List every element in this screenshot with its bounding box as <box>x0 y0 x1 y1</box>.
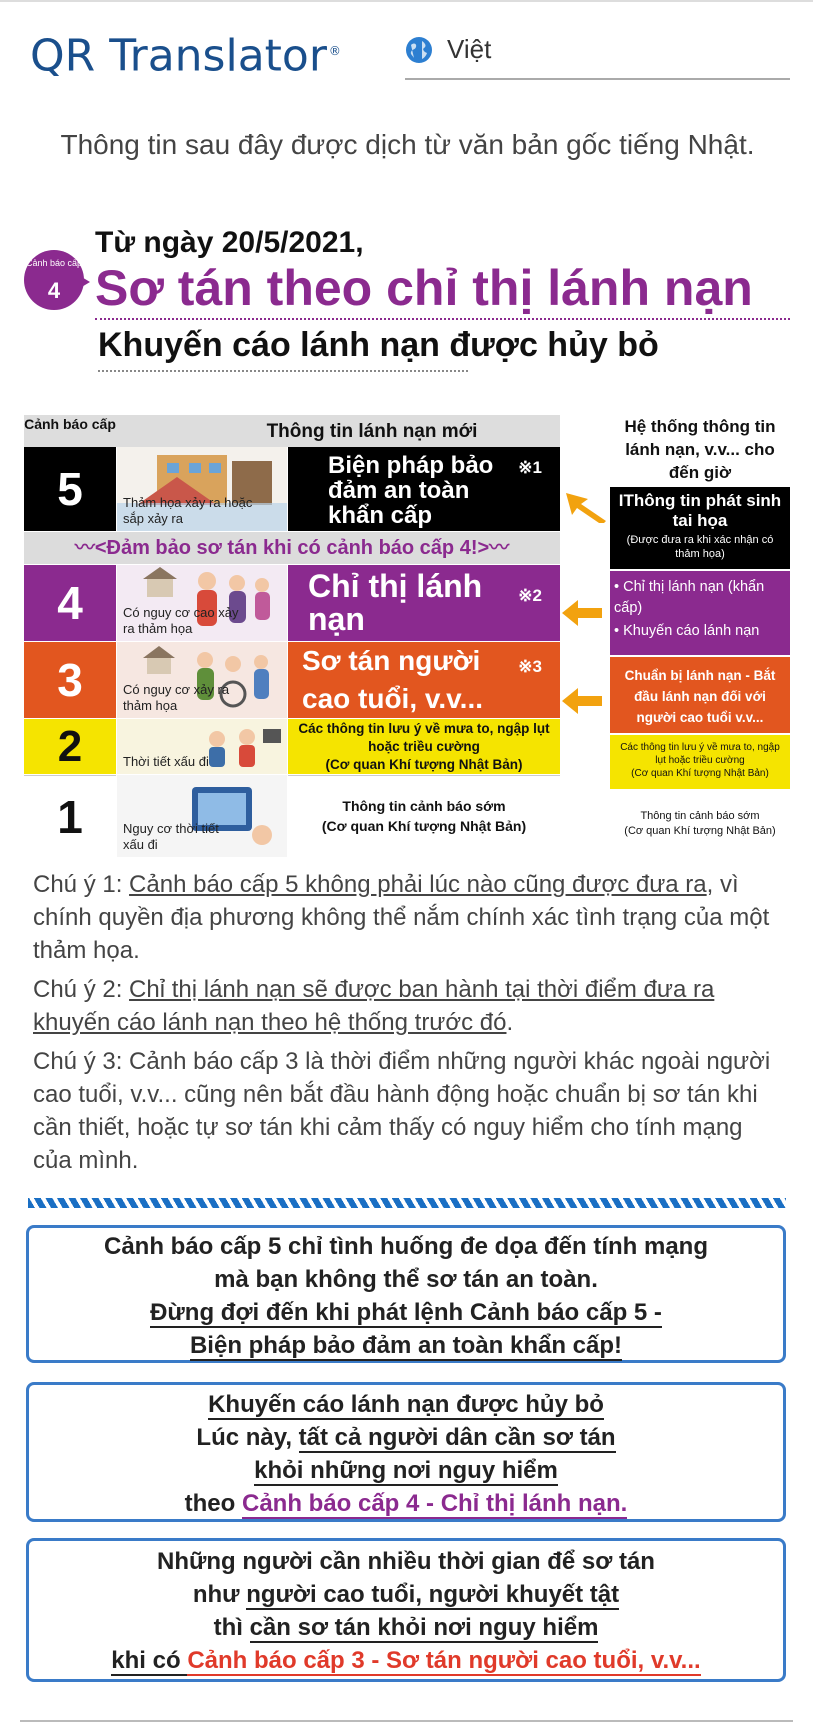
evacuation-order-old: • Chỉ thị lánh nạn (khẩn cấp) • Khuyến cáo lánh nạn <box>610 571 790 655</box>
badge-label: Cảnh báo cấp <box>25 258 83 268</box>
level-number: 3 <box>24 642 116 718</box>
note-marker: ※3 <box>518 657 542 676</box>
level-number: 1 <box>24 775 116 857</box>
note-marker: ※1 <box>518 458 542 477</box>
note-3: Chú ý 3: Cảnh báo cấp 3 là thời điểm những người khác ngoài người cao tuổi, v.v... cũng nên bắt đầu hành động hoặc chuẩn bị sơ tán khi cần thiết, hoặc tự sơ tán khi cảm thấy có nguy hiểm cho tính mạng của mình. <box>33 1048 771 1174</box>
striped-divider <box>28 1198 786 1208</box>
heavy-rain-info-old: Các thông tin lưu ý về mưa to, ngập lụt hoặc triều cường (Cơ quan Khí tượng Nhật Bản) <box>610 735 790 789</box>
disaster-illustration <box>117 642 287 718</box>
level-number: 2 <box>24 719 116 774</box>
level-column-header: Cảnh báo cấp <box>24 416 116 432</box>
level-4-badge <box>24 250 84 310</box>
disaster-occurrence-info: IThông tin phát sinh tai họa (Được đưa ra khi xác nhận có thảm họa) <box>610 487 790 569</box>
title-divider <box>95 318 790 320</box>
badge-number: 4 <box>47 278 61 303</box>
new-info-level-3: Sơ tán người cao tuổi, v.v... ※3 <box>288 642 560 718</box>
effective-date: Từ ngày 20/5/2021, <box>95 226 364 259</box>
new-info-level-5: Biện pháp bảo đảm an toàn khẩn cấp ※1 <box>288 447 560 531</box>
callout-level-4: Khuyến cáo lánh nạn được hủy bỏ Lúc này, tất cả người dân cần sơ tán khỏi những nơi nguy hiểm theo Cảnh báo cấp 4 - Chỉ thị lánh nạn. <box>26 1382 786 1522</box>
row-description: Thời tiết xấu đi <box>123 754 209 769</box>
note-1: Chú ý 1: Cảnh báo cấp 5 không phải lúc nào cũng được đưa ra, vì chính quyền địa phương không thể nắm chính xác tình trạng của một thảm họa. <box>33 871 770 964</box>
early-warning-info-old: Thông tin cảnh báo sớm (Cơ quan Khí tượng Nhật Bản) <box>610 793 790 857</box>
new-info-level-2: Các thông tin lưu ý về mưa to, ngập lụt hoặc triều cường (Cơ quan Khí tượng Nhật Bản) <box>288 719 560 774</box>
new-info-level-1: Thông tin cảnh báo sớm (Cơ quan Khí tượng Nhật Bản) <box>288 775 560 857</box>
warning-level-table <box>24 415 560 857</box>
arrow-left-icon <box>562 686 602 716</box>
globe-icon <box>405 36 433 64</box>
callout-level-3: Những người cần nhiều thời gian để sơ tán như người cao tuổi, người khuyết tật thì cần sơ tán khỏi nơi nguy hiểm khi có Cảnh báo cấp 3 - Sơ tán người cao tuổi, v.v... <box>26 1538 786 1682</box>
info-column-header: Thông tin lánh nạn mới <box>266 421 478 442</box>
row-description: Nguy cơ thời tiết xấu đi <box>123 821 219 852</box>
row-description: Có nguy cơ cao xảy ra thảm họa <box>123 605 239 636</box>
disaster-illustration <box>117 719 287 774</box>
arrow-left-icon <box>562 598 602 628</box>
level-number: 4 <box>24 565 116 641</box>
new-info-level-4: Chỉ thị lánh nạn ※2 <box>288 565 560 641</box>
app-logo[interactable]: QR Translator ® <box>30 30 341 82</box>
note-2: Chú ý 2: Chỉ thị lánh nạn sẽ được ban hành tại thời điểm đưa ra khuyến cáo lánh nạn theo hệ thống trước đó. <box>33 976 715 1036</box>
language-label: Việt <box>447 34 492 64</box>
page-subtitle: Khuyến cáo lánh nạn được hủy bỏ <box>98 326 659 364</box>
header <box>0 0 813 95</box>
notes-section <box>33 868 783 1183</box>
note-marker: ※2 <box>518 586 542 605</box>
badge-pointer <box>80 276 90 288</box>
disaster-illustration <box>117 447 287 531</box>
row-description: Có nguy cơ xảy ra thảm họa <box>123 682 230 713</box>
callout-level-5: Cảnh báo cấp 5 chỉ tình huống đe dọa đến tính mạng mà bạn không thể sơ tán an toàn. Đừng đợi đến khi phát lệnh Cảnh báo cấp 5 - Biện pháp bảo đảm an toàn khẩn cấp! <box>26 1225 786 1363</box>
row-description: Thảm họa xảy ra hoặc sắp xảy ra <box>123 495 253 526</box>
table-header <box>24 415 560 447</box>
evacuation-preparation-old: Chuẩn bị lánh nạn - Bắt đầu lánh nạn đối với người cao tuổi v.v... <box>610 657 790 733</box>
language-selector[interactable] <box>405 32 790 80</box>
page-title: Sơ tán theo chỉ thị lánh nạn <box>95 260 753 316</box>
disaster-illustration <box>117 565 287 641</box>
bottom-divider <box>20 1720 793 1722</box>
intro-text: Thông tin sau đây được dịch từ văn bản gốc tiếng Nhật. <box>60 129 755 160</box>
subtitle-divider <box>98 370 468 372</box>
disaster-illustration <box>117 775 287 857</box>
level-4-evacuation-banner: 〰<Đảm bảo sơ tán khi có cảnh báo cấp 4!>〰 <box>24 532 560 564</box>
previous-system-header: Hệ thống thông tin lánh nạn, v.v... cho đến giờ <box>624 417 776 482</box>
level-number: 5 <box>24 447 116 531</box>
arrow-left-icon <box>566 493 606 523</box>
